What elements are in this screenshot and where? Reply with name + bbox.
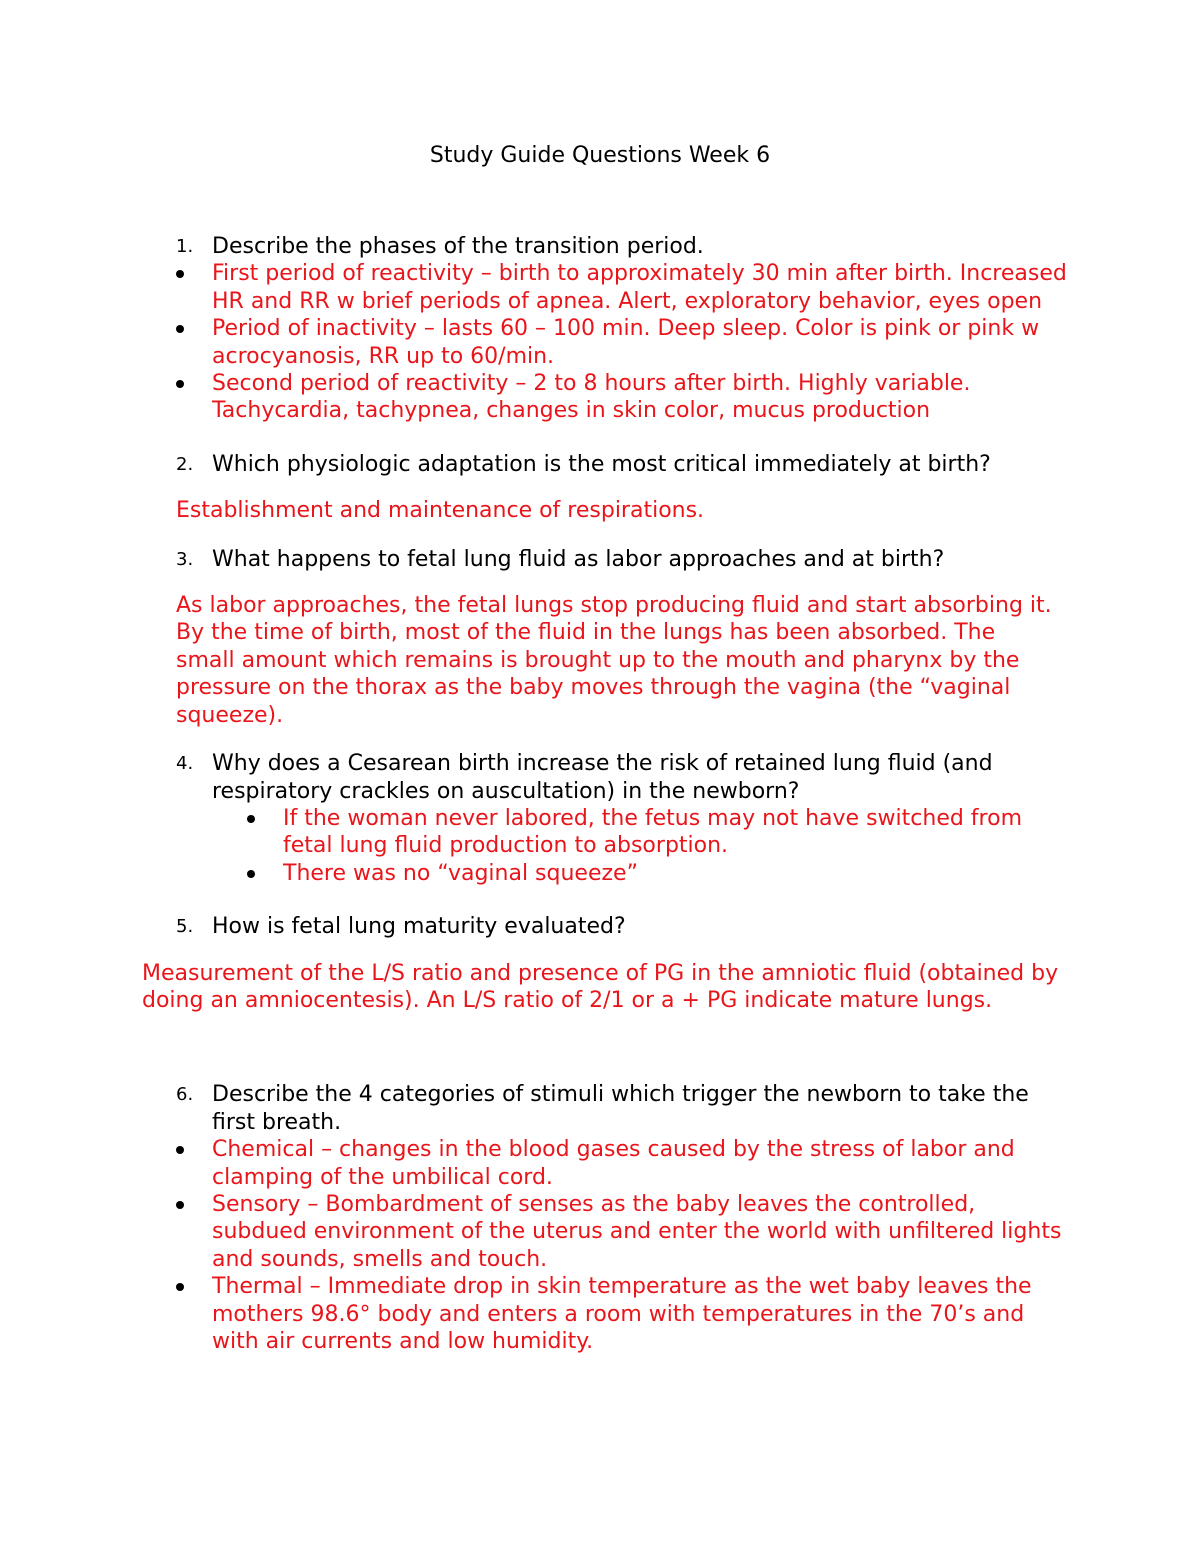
question-text: Describe the phases of the transition period. [212,234,704,259]
question-number: 4. [176,753,194,775]
question-number: 6. [176,1084,194,1106]
answer-text: As labor approaches, the fetal lungs stop producing fluid and start absorbing it. By the time of birth, most of the fluid in the lungs has been absorbed. The small amount which remains is brought up to the mouth and pharynx by the pressure on the thorax as the baby moves through the vagina (the “vaginal squeeze). [176,593,1052,728]
question-2 [176,451,1072,478]
answer-text: Measurement of the L/S ratio and presence of PG in the amniotic fluid (obtained by doing an amniocentesis). An L/S ratio of 2/1 or a + PG indicate mature lungs. [142,960,1059,1013]
question-list [0,233,1200,1355]
question-number: 2. [176,453,194,475]
question-number: 3. [176,548,194,570]
answer-bullet: Sensory – Bombardment of senses as the baby leaves the controlled, subdued environment of the uterus and enter the world with unfiltered lights and sounds, smells and touch. [212,1191,1072,1273]
question-number: 5. [176,916,194,938]
answer-bullet: If the woman never labored, the fetus may not have switched from fetal lung fluid production to absorption. [283,805,1063,860]
question-1 [176,233,1072,260]
question-text: Why does a Cesarean birth increase the risk of retained lung fluid (and respiratory crackles on auscultation) in the newborn? [212,751,993,804]
question-text: How is fetal lung maturity evaluated? [212,914,626,940]
answer-bullet: Second period of reactivity – 2 to 8 hours after birth. Highly variable. Tachycardia, tachypnea, changes in skin color, mucus production [212,370,1072,425]
question-6 [176,1081,1072,1136]
question-5 [176,913,1072,940]
answer-bullet: Thermal – Immediate drop in skin temperature as the wet baby leaves the mothers 98.6° body and enters a room with temperatures in the 70’s and with air currents and low humidity. [212,1273,1072,1355]
answer-bullet: Period of inactivity – lasts 60 – 100 min. Deep sleep. Color is pink or pink w acrocyanosis, RR up to 60/min. [212,315,1072,370]
answer-bullet: Chemical – changes in the blood gases caused by the stress of labor and clamping of the umbilical cord. [212,1136,1072,1191]
question-text: Describe the 4 categories of stimuli which trigger the newborn to take the first breath. [212,1082,1029,1135]
answer-text: Establishment and maintenance of respirations. [176,498,705,524]
question-4 [176,750,1072,805]
page-title: Study Guide Questions Week 6 [429,143,771,168]
question-text: Which physiologic adaptation is the most critical immediately at birth? [212,451,991,477]
answer-bullet: First period of reactivity – birth to approximately 30 min after birth. Increased HR and RR w brief periods of apnea. Alert, exploratory behavior, eyes open [212,260,1072,315]
answer-bullet: There was no “vaginal squeeze” [283,860,1063,887]
question-text: What happens to fetal lung fluid as labor approaches and at birth? [212,546,945,572]
question-3 [176,546,1072,573]
question-number: 1. [176,236,194,257]
